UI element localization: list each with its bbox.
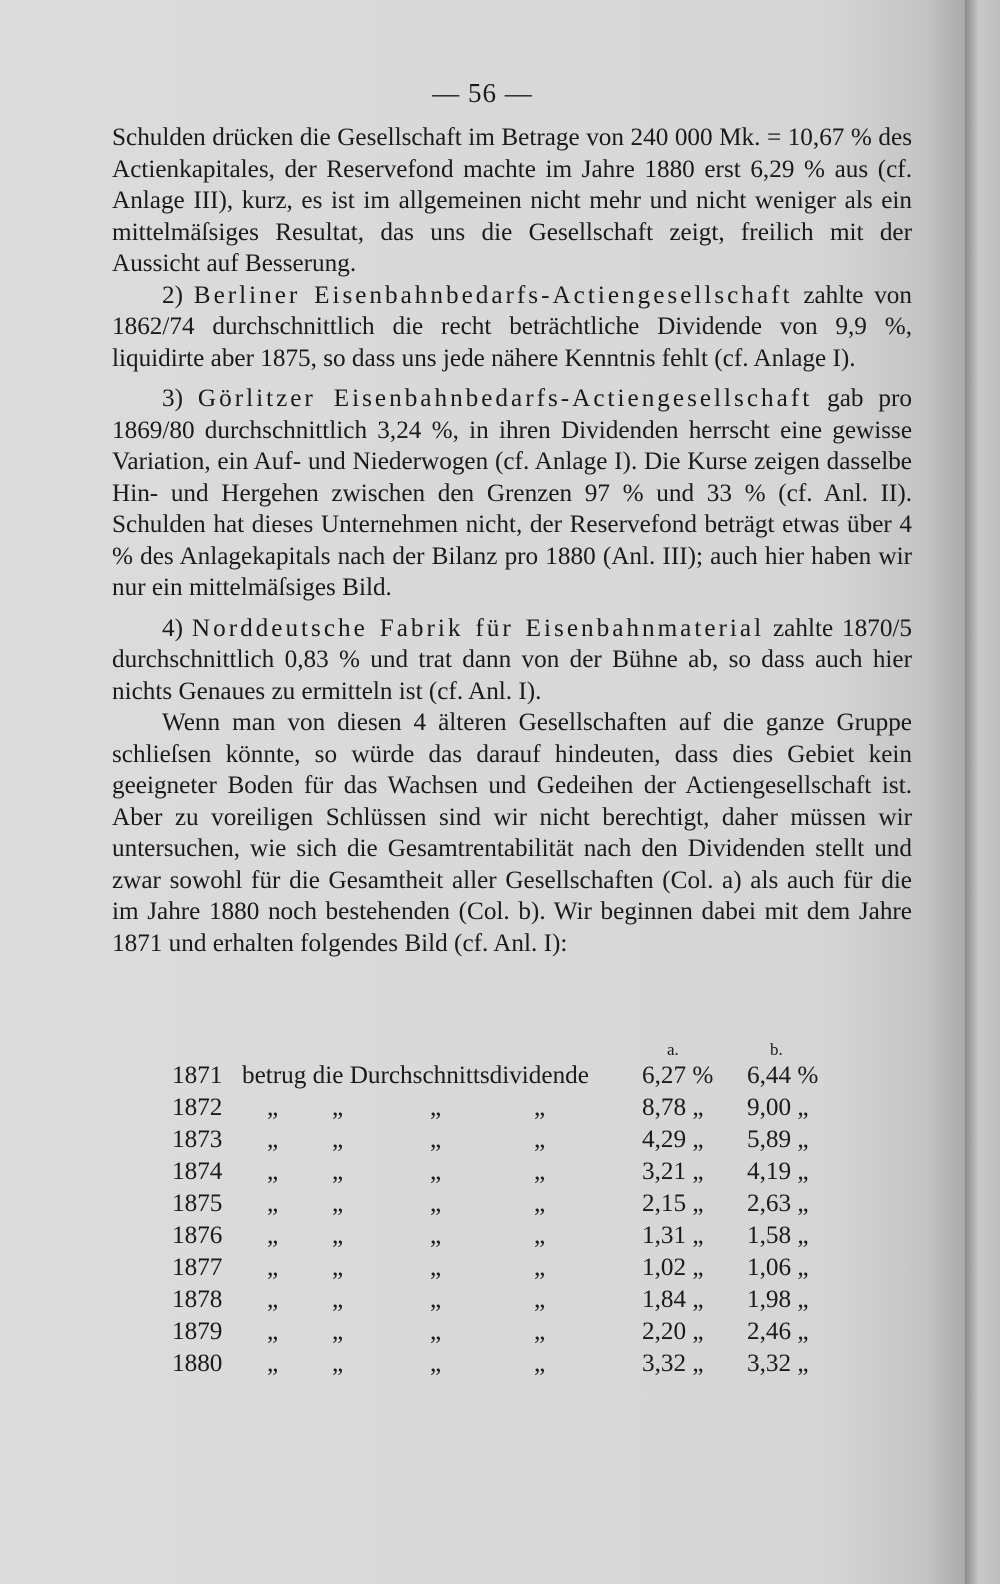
ditto-mark: „ <box>332 1190 344 1217</box>
paragraph-4-text: zahlte 1870/5 durchschnittlich 0,83 % und trat dann von der Bühne ab, so dass auch hier nichts Genaues zu ermitteln ist (cf. Anl. I). <box>112 614 913 705</box>
company-name: Görlitzer Eisenbahnbedarfs-Actiengesellschaft <box>197 385 813 412</box>
year-cell: 1872 <box>172 1094 223 1121</box>
value-b-cell: 1,06 „ <box>747 1254 809 1281</box>
table-row <box>172 1094 832 1126</box>
ditto-mark: „ <box>332 1222 344 1249</box>
ditto-mark: „ <box>332 1286 344 1313</box>
year-cell: 1878 <box>172 1286 223 1313</box>
year-cell: 1871 <box>172 1062 223 1089</box>
page-number: — 56 — <box>432 78 533 108</box>
ditto-mark: „ <box>267 1126 279 1153</box>
paragraph-3-text: gab pro 1869/80 durchschnittlich 3,24 %, in ihren Dividenden herrscht eine gewisse Variation, ein Auf- und Niederwogen (cf. Anlage I). Die Kurse zeigen dasselbe Hin- und Hergehen zwischen den Grenzen 97 % und 33 % (cf. Anl. II). Schulden hat dieses Unternehmen nicht, der Reservefond beträgt etwas über 4 % des Anlagekapitals nach der Bilanz pro 1880 (Anl. III); auch hier haben wir nur ein mittelmäſsiges Bild. <box>112 385 912 601</box>
ditto-mark: „ <box>430 1190 442 1217</box>
ditto-mark: „ <box>332 1318 344 1345</box>
ditto-mark: „ <box>332 1350 344 1377</box>
ditto-mark: „ <box>534 1350 546 1377</box>
year-cell: 1875 <box>172 1190 223 1217</box>
ditto-mark: „ <box>430 1222 442 1249</box>
ditto-mark: „ <box>332 1094 344 1121</box>
value-b-cell: 1,58 „ <box>747 1222 809 1249</box>
paragraph-3 <box>112 383 912 604</box>
year-cell: 1876 <box>172 1222 223 1249</box>
value-a-cell: 1,31 „ <box>642 1222 704 1249</box>
paragraph-2 <box>112 280 912 375</box>
page-edge <box>965 0 1000 1584</box>
paragraph-5: Wenn man von diesen 4 älteren Gesellschaften auf die ganze Gruppe schlieſsen könnte, so würde das darauf hindeuten, dass dies Gebiet kein geeigneter Boden für das Wachsen und Gedeihen der Actiengesellschaft ist. Aber zu voreiligen Schlüssen sind wir nicht berechtigt, daher müssen wir untersuchen, wie sich die Gesamtrentabilität nach den Dividenden stellt und zwar sowohl für die Gesamtheit aller Gesellschaften (Col. a) als auch für die im Jahre 1880 noch bestehenden (Col. b). Wir beginnen dabei mit dem Jahre 1871 und erhalten folgendes Bild (cf. Anl. I): <box>112 709 912 957</box>
ditto-mark: „ <box>430 1254 442 1281</box>
paragraph-1: Schulden drücken die Gesellschaft im Betrage von 240 000 Mk. = 10,67 % des Actienkapitales, der Reservefond machte im Jahre 1880 erst 6,29 % aus (cf. Anlage III), kurz, es ist im allgemeinen nicht mehr und nicht weniger als ein mittelmäſsiges Resultat, das uns die Gesellschaft zeigt, freilich mit der Aussicht auf Besserung. <box>112 124 912 277</box>
ditto-mark: „ <box>267 1190 279 1217</box>
value-a-cell: 6,27 % <box>642 1062 714 1089</box>
ditto-mark: „ <box>430 1126 442 1153</box>
value-a-cell: 2,15 „ <box>642 1190 704 1217</box>
ditto-mark: „ <box>534 1222 546 1249</box>
year-cell: 1880 <box>172 1350 223 1377</box>
body-text <box>112 122 912 959</box>
ditto-mark: „ <box>332 1158 344 1185</box>
ditto-mark: „ <box>534 1318 546 1345</box>
table-row <box>172 1222 832 1254</box>
value-a-cell: 4,29 „ <box>642 1126 704 1153</box>
table-header <box>172 1040 832 1062</box>
ditto-mark: „ <box>267 1222 279 1249</box>
value-b-cell: 1,98 „ <box>747 1286 809 1313</box>
table-row <box>172 1318 832 1350</box>
item-number: 3) <box>162 385 183 412</box>
ditto-mark: „ <box>534 1126 546 1153</box>
ditto-mark: „ <box>267 1350 279 1377</box>
ditto-mark: „ <box>430 1158 442 1185</box>
company-name: Norddeutsche Fabrik für Eisenbahnmaterial <box>191 614 765 642</box>
value-b-cell: 2,46 „ <box>747 1318 809 1345</box>
value-b-cell: 3,32 „ <box>747 1350 809 1377</box>
ditto-mark: „ <box>430 1094 442 1121</box>
ditto-mark: „ <box>332 1254 344 1281</box>
value-a-cell: 2,20 „ <box>642 1318 704 1345</box>
value-b-cell: 6,44 % <box>747 1062 819 1089</box>
column-a-header: a. <box>667 1040 679 1059</box>
ditto-mark: „ <box>267 1254 279 1281</box>
value-b-cell: 2,63 „ <box>747 1190 809 1217</box>
value-a-cell: 3,32 „ <box>642 1350 704 1377</box>
value-a-cell: 8,78 „ <box>642 1094 704 1121</box>
value-a-cell: 1,84 „ <box>642 1286 704 1313</box>
table-row <box>172 1286 832 1318</box>
value-b-cell: 9,00 „ <box>747 1094 809 1121</box>
value-b-cell: 5,89 „ <box>747 1126 809 1153</box>
ditto-mark: „ <box>534 1190 546 1217</box>
company-name: Berliner Eisenbahnbedarfs-Actiengesellschaft <box>193 281 793 309</box>
ditto-mark: „ <box>267 1158 279 1185</box>
year-cell: 1874 <box>172 1158 223 1185</box>
year-cell: 1879 <box>172 1318 223 1345</box>
item-number: 2) <box>162 281 183 309</box>
item-number: 4) <box>162 614 183 642</box>
ditto-mark: „ <box>430 1350 442 1377</box>
table-row <box>172 1126 832 1158</box>
ditto-mark: „ <box>332 1126 344 1153</box>
table-rows <box>172 1062 832 1382</box>
paragraph-4 <box>112 613 912 708</box>
ditto-mark: „ <box>430 1318 442 1345</box>
year-cell: 1877 <box>172 1254 223 1281</box>
year-cell: 1873 <box>172 1126 223 1153</box>
ditto-mark: „ <box>534 1094 546 1121</box>
column-b-header: b. <box>770 1040 783 1059</box>
ditto-mark: „ <box>534 1254 546 1281</box>
ditto-mark: „ <box>267 1094 279 1121</box>
ditto-mark: „ <box>534 1158 546 1185</box>
ditto-mark: „ <box>267 1318 279 1345</box>
table-row <box>172 1254 832 1286</box>
ditto-mark: „ <box>430 1286 442 1313</box>
table-row <box>172 1062 832 1094</box>
paragraph-2-text: zahlte von 1862/74 durchschnittlich die recht beträchtliche Dividende von 9,9 %, liquidirte aber 1875, so dass uns jede nähere Kenntnis fehlt (cf. Anlage I). <box>112 281 912 372</box>
ditto-mark: „ <box>534 1286 546 1313</box>
ditto-mark: „ <box>267 1286 279 1313</box>
table-row <box>172 1190 832 1222</box>
dividend-table <box>172 1040 832 1382</box>
value-a-cell: 1,02 „ <box>642 1254 704 1281</box>
value-a-cell: 3,21 „ <box>642 1158 704 1185</box>
row-label: betrug die Durchschnittsdividende <box>242 1062 589 1089</box>
table-row <box>172 1350 832 1382</box>
table-row <box>172 1158 832 1190</box>
value-b-cell: 4,19 „ <box>747 1158 809 1185</box>
